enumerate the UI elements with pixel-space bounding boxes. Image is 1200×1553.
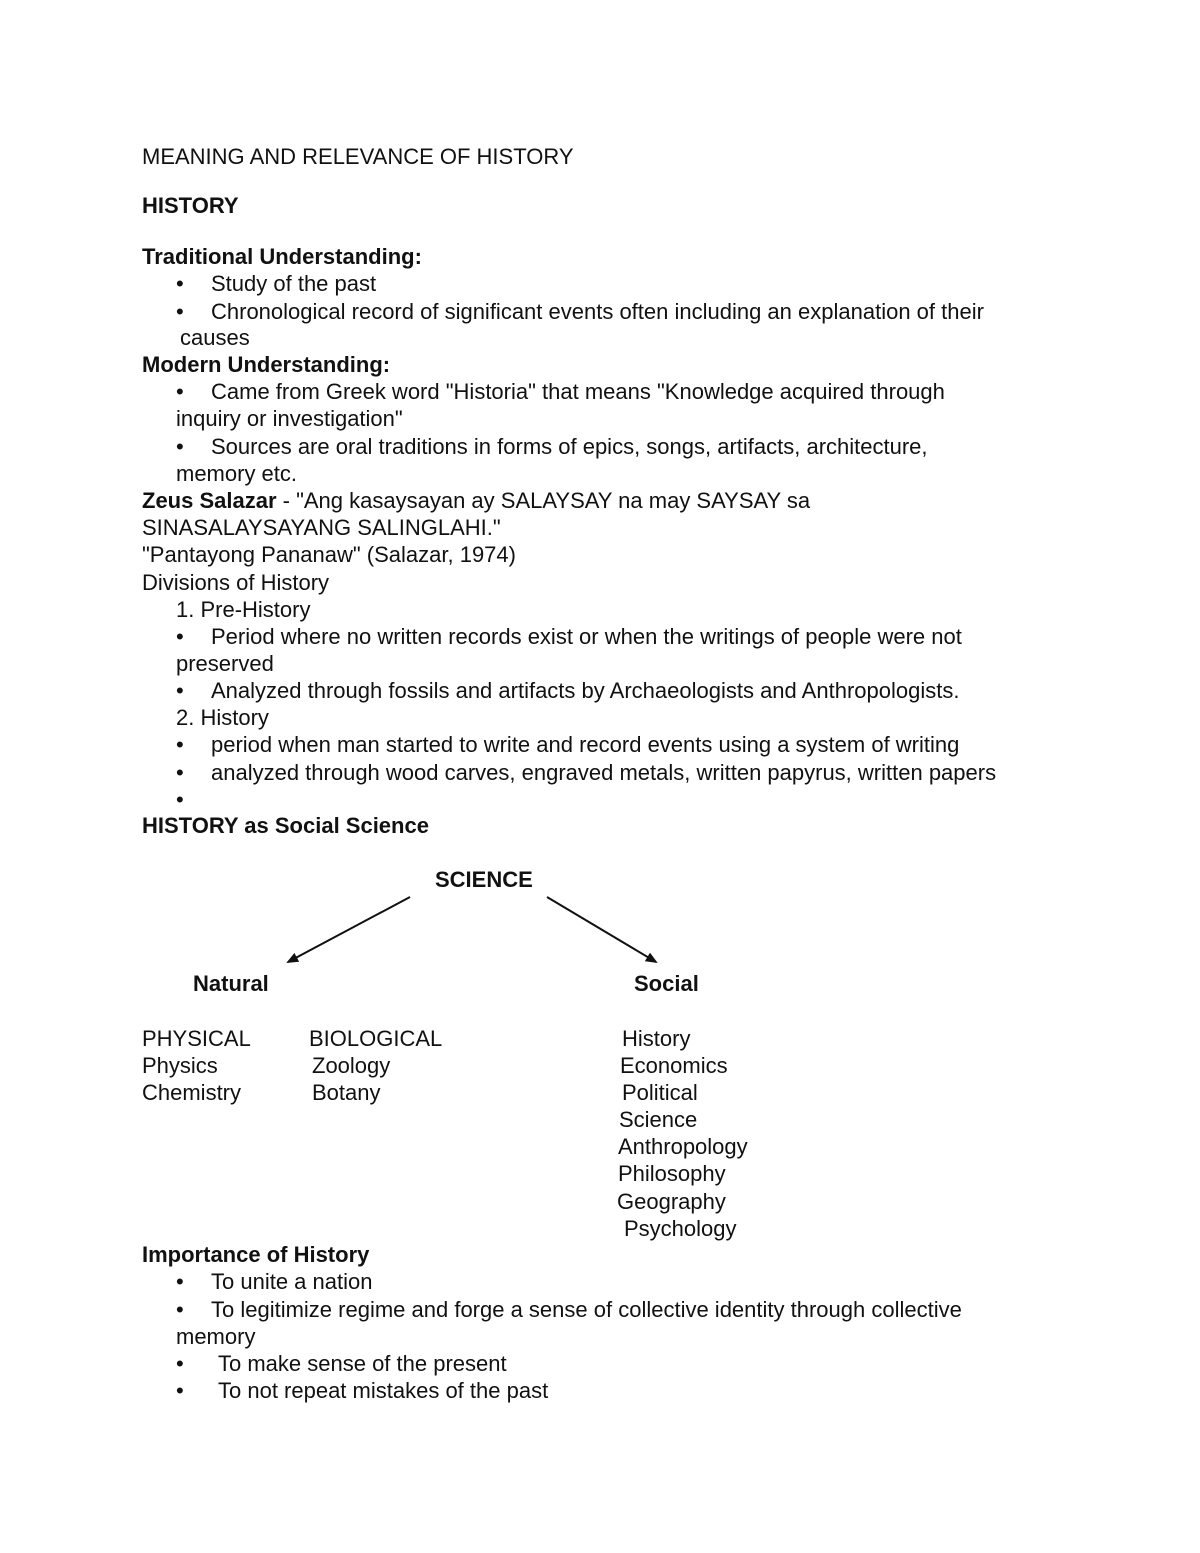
social-item: Psychology — [624, 1216, 737, 1241]
social-item: Anthropology — [618, 1134, 748, 1159]
biological-item: Zoology — [312, 1053, 391, 1078]
social-item: Science — [619, 1107, 698, 1132]
list-item: period when man started to write and record events using a system of writing — [211, 732, 960, 757]
list-item: Chronological record of significant events often including an explanation of their — [211, 299, 984, 324]
bullet-icon: • — [176, 732, 184, 757]
arrow-to-natural — [288, 897, 410, 962]
social-item: History — [622, 1026, 691, 1051]
social-item: Political — [622, 1080, 698, 1105]
list-item: Sources are oral traditions in forms of epics, songs, artifacts, architecture, — [211, 434, 928, 459]
physical-header: PHYSICAL — [142, 1026, 251, 1051]
heading-modern-understanding: Modern Understanding: — [142, 352, 391, 377]
list-item: To not repeat mistakes of the past — [218, 1378, 549, 1403]
diagram-science-label: SCIENCE — [435, 867, 533, 892]
salazar-quote: - "Ang kasaysayan ay SALAYSAY na may SAYSAY sa — [276, 488, 811, 513]
physical-item: Chemistry — [142, 1080, 242, 1105]
list-item: Came from Greek word "Historia" that means "Knowledge acquired through — [211, 379, 945, 404]
heading-traditional-understanding: Traditional Understanding: — [142, 244, 422, 269]
bullet-icon: • — [176, 1351, 184, 1376]
document-title: MEANING AND RELEVANCE OF HISTORY — [142, 144, 574, 169]
list-item: To make sense of the present — [218, 1351, 507, 1376]
salazar-quote-continuation: SINASALAYSAYANG SALINGLAHI." — [142, 515, 501, 540]
list-item-continuation: inquiry or investigation" — [176, 406, 403, 431]
division-pre-history: 1. Pre-History — [176, 597, 311, 622]
heading-history: HISTORY — [142, 193, 239, 218]
physical-item: Physics — [142, 1053, 218, 1078]
list-item-continuation: causes — [180, 325, 250, 350]
divisions-heading: Divisions of History — [142, 570, 330, 595]
social-item: Philosophy — [618, 1161, 726, 1186]
bullet-icon: • — [176, 1269, 184, 1294]
list-item: To unite a nation — [211, 1269, 373, 1294]
arrow-to-social — [547, 897, 656, 962]
bullet-icon: • — [176, 624, 184, 649]
bullet-icon: • — [176, 787, 184, 812]
diagram-social-label: Social — [634, 971, 699, 996]
list-item: Analyzed through fossils and artifacts by Archaeologists and Anthropologists. — [211, 678, 960, 703]
biological-header: BIOLOGICAL — [309, 1026, 443, 1051]
biological-item: Botany — [312, 1080, 381, 1105]
division-history: 2. History — [176, 705, 269, 730]
bullet-icon: • — [176, 678, 184, 703]
salazar-name: Zeus Salazar — [142, 488, 277, 513]
bullet-icon: • — [176, 379, 184, 404]
list-item-continuation: memory etc. — [176, 461, 298, 486]
bullet-icon: • — [176, 1378, 184, 1403]
bullet-icon: • — [176, 1297, 184, 1322]
bullet-icon: • — [176, 271, 184, 296]
social-item: Geography — [617, 1189, 726, 1214]
list-item: analyzed through wood carves, engraved metals, written papyrus, written papers — [211, 760, 997, 785]
list-item: Study of the past — [211, 271, 377, 296]
list-item-continuation: memory — [176, 1324, 256, 1349]
bullet-icon: • — [176, 760, 184, 785]
list-item-continuation: preserved — [176, 651, 274, 676]
heading-social-science: HISTORY as Social Science — [142, 813, 429, 838]
bullet-icon: • — [176, 299, 184, 324]
list-item: To legitimize regime and forge a sense of collective identity through collective — [211, 1297, 962, 1322]
list-item: Period where no written records exist or when the writings of people were not — [211, 624, 962, 649]
heading-importance: Importance of History — [142, 1242, 370, 1267]
diagram-natural-label: Natural — [193, 971, 269, 996]
pantayong-pananaw: "Pantayong Pananaw" (Salazar, 1974) — [142, 542, 516, 567]
social-item: Economics — [620, 1053, 728, 1078]
bullet-icon: • — [176, 434, 184, 459]
